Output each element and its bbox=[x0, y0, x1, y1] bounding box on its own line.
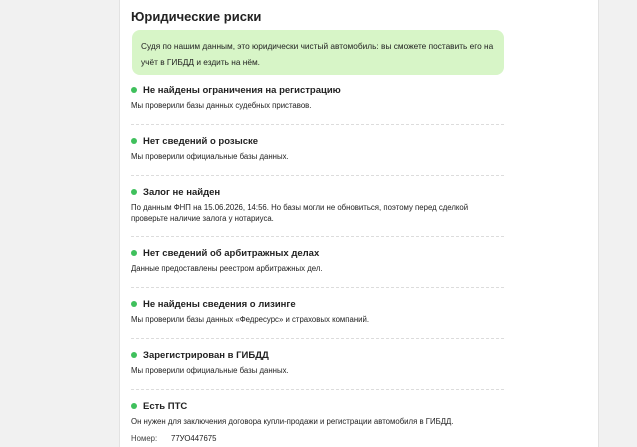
check-item-gibdd-registration bbox=[131, 348, 504, 377]
legal-risks-card bbox=[119, 0, 599, 447]
check-title: Не найдены ограничения на регистрацию bbox=[143, 84, 341, 96]
check-title: Нет сведений об арбитражных делах bbox=[143, 247, 320, 259]
check-item-leasing bbox=[131, 297, 504, 326]
divider bbox=[131, 287, 504, 288]
status-ok-dot-icon bbox=[131, 250, 137, 256]
status-ok-dot-icon bbox=[131, 138, 137, 144]
status-ok-dot-icon bbox=[131, 87, 137, 93]
check-title: Нет сведений о розыске bbox=[143, 135, 259, 147]
pts-number-label: Номер: bbox=[131, 433, 158, 443]
pts-number-row bbox=[131, 434, 504, 443]
check-title: Залог не найден bbox=[143, 186, 221, 198]
section-title: Юридические риски bbox=[131, 9, 262, 24]
check-description: Мы проверили базы данных судебных приставов. bbox=[131, 101, 312, 110]
check-description: Мы проверили базы данных «Федресурс» и страховых компаний. bbox=[131, 315, 370, 324]
divider bbox=[131, 338, 504, 339]
check-item-registration bbox=[131, 83, 504, 112]
status-ok-dot-icon bbox=[131, 189, 137, 195]
check-description: По данным ФНП на 15.06.2026, 14:56. Но базы могли не обновиться, поэтому перед сделкой проверьте наличие залога у нотариуса. bbox=[131, 203, 469, 223]
summary-banner: Судя по нашим данным, это юридически чистый автомобиль: вы сможете поставить его на учёт в ГИБДД и ездить на нём. bbox=[132, 30, 504, 75]
status-ok-dot-icon bbox=[131, 301, 137, 307]
status-ok-dot-icon bbox=[131, 403, 137, 409]
divider bbox=[131, 236, 504, 237]
status-ok-dot-icon bbox=[131, 352, 137, 358]
check-description: Он нужен для заключения договора купли-продажи и регистрации автомобиля в ГИБДД. bbox=[131, 417, 454, 426]
check-description: Мы проверили официальные базы данных. bbox=[131, 366, 289, 375]
check-title: Не найдены сведения о лизинге bbox=[143, 298, 296, 310]
divider bbox=[131, 389, 504, 390]
divider bbox=[131, 124, 504, 125]
check-title: Зарегистрирован в ГИБДД bbox=[143, 349, 269, 361]
check-description: Мы проверили официальные базы данных. bbox=[131, 152, 289, 161]
check-description: Данные предоставлены реестром арбитражных дел. bbox=[131, 264, 323, 273]
check-item-pledge bbox=[131, 185, 504, 224]
pts-number-value: 77УО447675 bbox=[171, 433, 217, 443]
divider bbox=[131, 175, 504, 176]
check-title: Есть ПТС bbox=[143, 400, 188, 412]
check-item-pts bbox=[131, 399, 504, 443]
check-item-wanted bbox=[131, 134, 504, 163]
check-item-arbitration bbox=[131, 246, 504, 275]
